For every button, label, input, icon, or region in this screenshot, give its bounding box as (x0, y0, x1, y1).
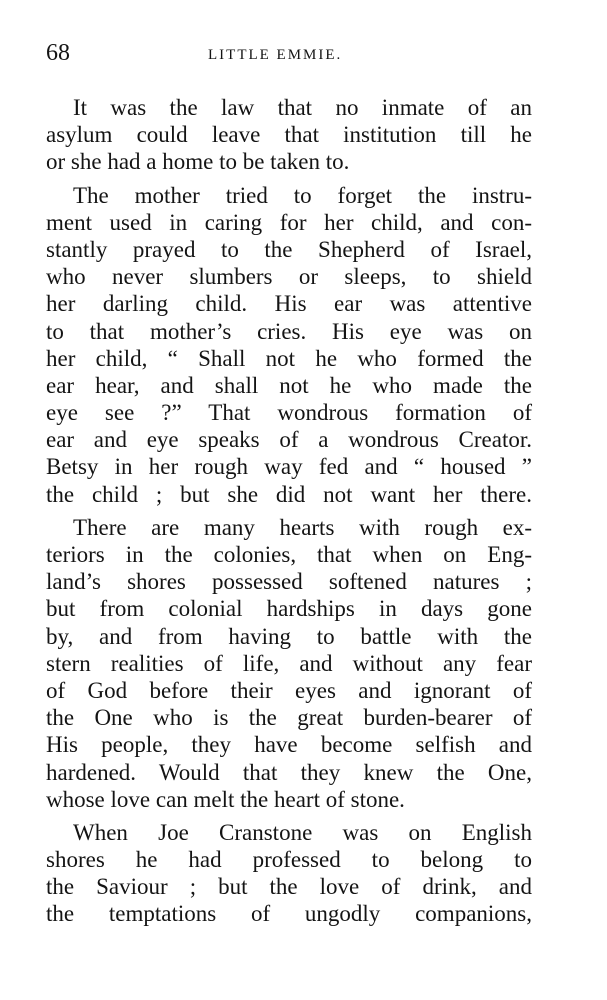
text-line: whose love can melt the heart of stone. (46, 786, 405, 812)
text-line: Betsy in her rough way fed and “ housed ” (46, 454, 532, 480)
text-line: ear and eye speaks of a wondrous Creator. (46, 427, 532, 453)
paragraph (46, 514, 532, 813)
text-line: asylum could leave that institution till he (46, 122, 532, 148)
body-text (46, 94, 532, 934)
text-line: hardened. Would that they knew the One, (46, 759, 532, 785)
text-line: ment used in caring for her child, and con- (46, 209, 532, 235)
text-line: the Saviour ; but the love of drink, and (46, 874, 532, 900)
text-line: the child ; but she did not want her there. (46, 481, 532, 507)
text-line: of God before their eyes and ignorant of (46, 677, 532, 703)
text-line: or she had a home to be taken to. (46, 149, 350, 175)
text-line: When Joe Cranstone was on English (73, 819, 532, 845)
text-line: who never slumbers or sleeps, to shield (46, 264, 532, 290)
paragraph (46, 819, 532, 928)
paragraph (46, 182, 532, 508)
text-line: shores he had professed to belong to (46, 847, 532, 873)
page-number: 68 (46, 40, 70, 66)
text-line: the One who is the great burden-bearer of (46, 705, 532, 731)
text-line: land’s shores possessed softened natures ; (46, 569, 532, 595)
text-line: His people, they have become selfish and (46, 732, 532, 758)
text-line: to that mother’s cries. His eye was on (46, 318, 532, 344)
text-line: but from colonial hardships in days gone (46, 596, 532, 622)
text-line: by, and from having to battle with the (46, 623, 532, 649)
text-line: her child, “ Shall not he who formed the (46, 345, 532, 371)
text-line: the temptations of ungodly companions, (46, 901, 532, 927)
text-line: eye see ?” That wondrous formation of (46, 400, 532, 426)
text-line: It was the law that no inmate of an (73, 95, 532, 120)
text-line: ear hear, and shall not he who made the (46, 372, 532, 398)
text-line: The mother tried to forget the instru- (73, 182, 532, 208)
text-line: stern realities of life, and without any fear (46, 650, 532, 676)
text-line: her darling child. His ear was attentive (46, 291, 532, 317)
text-line: There are many hearts with rough ex- (73, 514, 532, 540)
page-header (46, 38, 532, 68)
running-title: LITTLE EMMIE. (208, 47, 343, 63)
paragraph (46, 94, 532, 176)
text-line: stantly prayed to the Shepherd of Israel, (46, 236, 532, 262)
text-line: teriors in the colonies, that when on Eng- (46, 542, 532, 567)
